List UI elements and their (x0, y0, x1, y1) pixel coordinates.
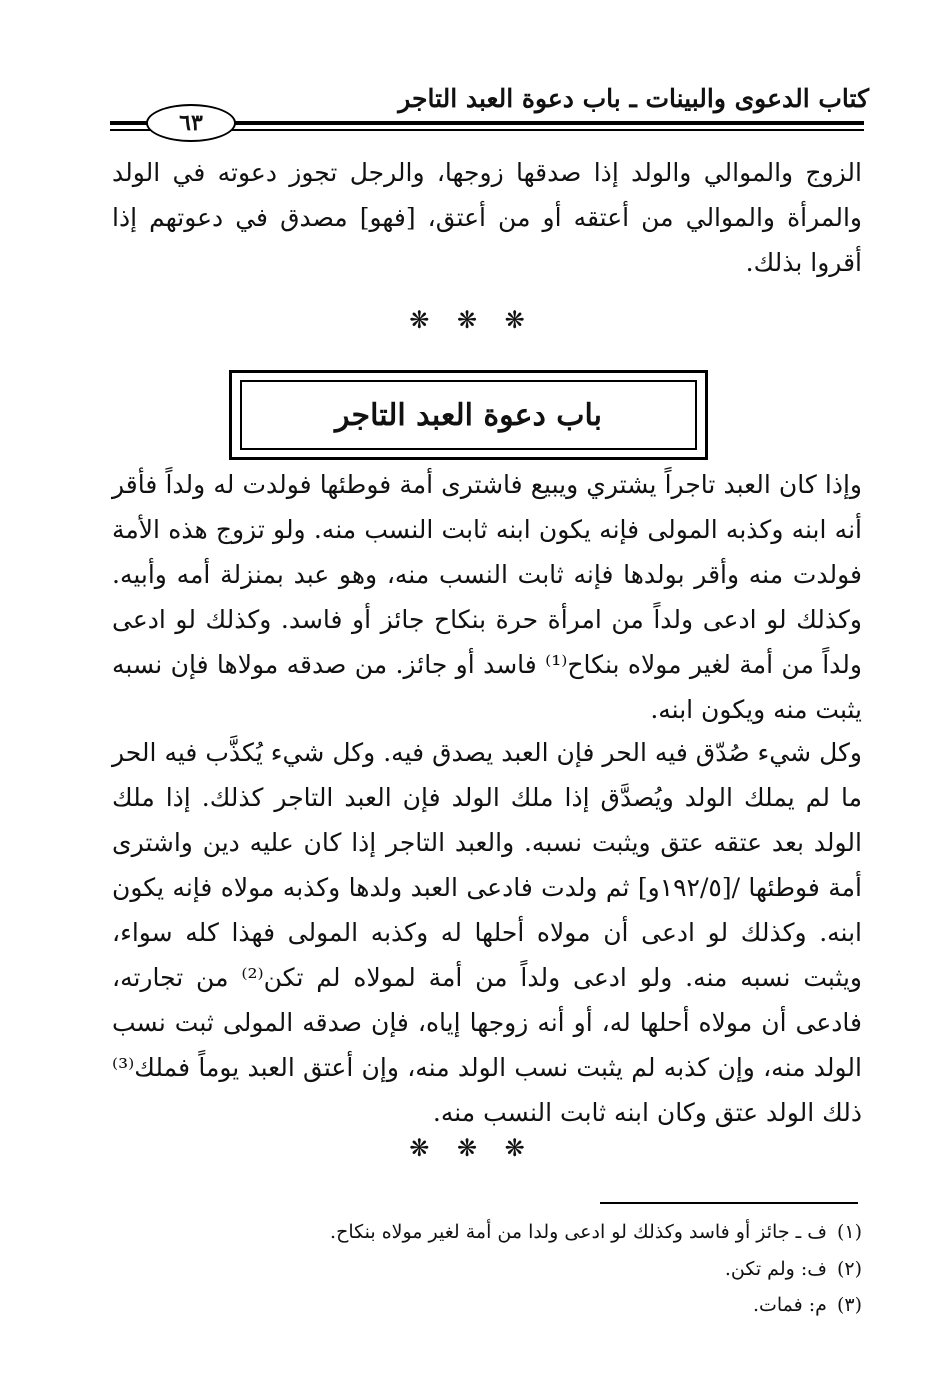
footnote-1 (330, 1220, 862, 1244)
ornament-divider-top: ❋ ❋ ❋ (409, 306, 535, 334)
page-number: ٦٣ (146, 104, 236, 142)
footnote-text: ف ـ جائز أو فاسد وكذلك لو ادعى ولدا من أمة لغير مولاه بنكاح. (330, 1221, 827, 1243)
footnote-number: (٢) (836, 1258, 862, 1280)
paragraph-merchant-slave: وإذا كان العبد تاجراً يشتري ويبيع فاشترى أمة فوطئها فولدت له ولداً فأقر أنه ابنه وكذبه المولى فإنه يكون ابنه ثابت النسب منه. ولو تزوج هذه الأمة فولدت منه وأقر بولدها فإنه ثابت النسب منه، وهو عبد بمنزلة أمه وأبيه. وكذلك لو ادعى ولداً من امرأة حرة بنكاح جائز أو فاسد. وكذلك لو ادعى ولداً من أمة لغير مولاه بنكاح⁽¹⁾ فاسد أو جائز. من صدقه مولاها فإن نسبه يثبت منه ويكون ابنه. (112, 470, 862, 724)
section-title: باب دعوة العبد التاجر (240, 380, 697, 450)
footnote-text: ف: ولم تكن. (724, 1258, 827, 1280)
section-title-frame (229, 370, 708, 460)
footnote-2 (725, 1257, 862, 1281)
header-title: كتاب الدعوى والبينات ـ باب دعوة العبد التاجر (398, 84, 869, 113)
paragraph-rulings: وكل شيء صُدّق فيه الحر فإن العبد يصدق فيه. وكل شيء يُكذَّب فيه الحر ما لم يملك الولد ويُصدَّق إذا ملك الولد فإن العبد التاجر كذلك. إذا ملك الولد بعد عتقه عتق ويثبت نسبه. والعبد التاجر إذا كان عليه دين واشترى أمة فوطئها /[١٩٢/٥و] ثم ولدت فادعى العبد ولدها وكذبه مولاه فإنه يكون ابنه. وكذلك لو ادعى أن مولاه أحلها له وكذبه المولى فهذا كله سواء، ويثبت نسبه منه. ولو ادعى ولداً من أمة لمولاه لم تكن⁽²⁾ من تجارته، فادعى أن مولاه أحلها له، أو أنه زوجها إياه، فإن صدقه المولى ثبت نسب الولد منه، وإن كذبه لم يثبت نسب الولد منه، وإن أعتق العبد يوماً فملك⁽³⁾ ذلك الولد عتق وكان ابنه ثابت النسب منه. (112, 738, 862, 1127)
footnote-number: (٣) (836, 1294, 862, 1316)
footnote-3 (753, 1293, 862, 1317)
footnote-text: م: فمات. (752, 1294, 827, 1316)
ornament-divider-bottom: ❋ ❋ ❋ (409, 1134, 535, 1162)
footnote-number: (١) (836, 1221, 862, 1243)
paragraph-continuation: الزوج والموالي والولد إذا صدقها زوجها، والرجل تجوز دعوته في الولد والمرأة والموالي من أعتقه أو من أعتق، [فهو] مصدق في دعوتهم إذا أقروا بذلك. (112, 158, 862, 277)
footnote-rule (600, 1202, 858, 1204)
